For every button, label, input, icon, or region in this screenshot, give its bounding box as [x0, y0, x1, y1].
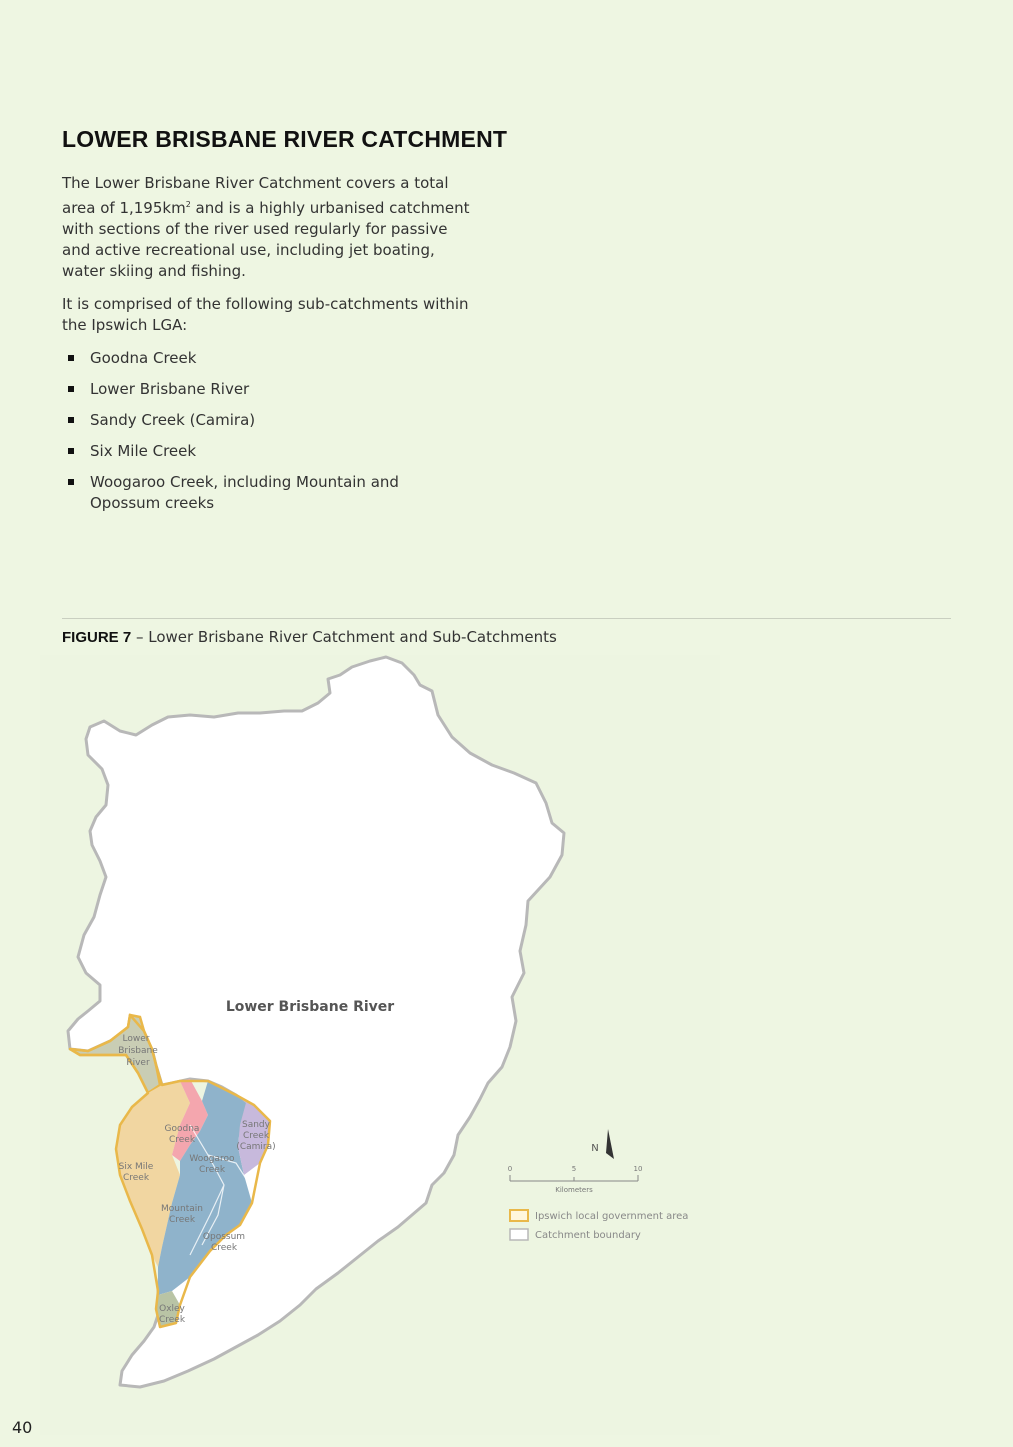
label-sandy: Sandy — [242, 1120, 270, 1130]
label-sixmile: Six Mile — [118, 1162, 154, 1172]
map-legend — [510, 1210, 688, 1241]
list-item: Woogaroo Creek, including Mountain and Opossum creeks — [62, 472, 472, 514]
label-oxley: Creek — [158, 1315, 186, 1325]
map-svg — [40, 655, 720, 1435]
map-main-label: Lower Brisbane River — [225, 999, 395, 1015]
subcatchment-list — [62, 348, 472, 514]
label-sixmile: Creek — [122, 1173, 150, 1183]
figure-caption — [62, 628, 557, 646]
figure-label: FIGURE 7 — [62, 629, 132, 646]
label-sandy: (Camira) — [236, 1142, 276, 1152]
label-goodna: Creek — [168, 1135, 196, 1145]
svg-text:10: 10 — [633, 1165, 643, 1173]
label-lower-brisbane: River — [126, 1058, 150, 1068]
label-lower-brisbane: Lower — [122, 1034, 150, 1044]
label-woogaroo: Creek — [198, 1165, 226, 1175]
label-opossum: Creek — [210, 1243, 238, 1253]
label-goodna: Goodna — [164, 1124, 200, 1134]
svg-text:N: N — [591, 1143, 599, 1154]
intro-paragraph-1: The Lower Brisbane River Catchment covers a total area of $1,195km^2$ and is a highly urbanised catchment with sections of the river used regularly for passive and active recreational use, including jet boating, water skiing and fishing. — [62, 174, 470, 280]
label-opossum: Opossum — [202, 1232, 246, 1242]
legend-label-ipswich: Ipswich local government area — [535, 1211, 689, 1222]
legend-label-catchment: Catchment boundary — [535, 1230, 641, 1241]
label-mountain: Creek — [168, 1215, 196, 1225]
catchment-map — [40, 655, 720, 1435]
svg-text:Kilometers: Kilometers — [555, 1186, 593, 1194]
list-item: Goodna Creek — [62, 348, 472, 369]
north-arrow-icon — [591, 1129, 614, 1159]
label-oxley: Oxley — [159, 1304, 185, 1314]
list-item: Sandy Creek (Camira) — [62, 410, 472, 431]
intro-paragraph-2: It is comprised of the following sub-catchments within the Ipswich LGA: — [62, 295, 469, 334]
figure-caption-text: – Lower Brisbane River Catchment and Sub-Catchments — [131, 628, 557, 646]
legend-swatch-ipswich — [510, 1210, 528, 1221]
list-item: Lower Brisbane River — [62, 379, 472, 400]
label-lower-brisbane: Brisbane — [118, 1046, 158, 1056]
list-item: Six Mile Creek — [62, 441, 472, 462]
page-number: 40 — [12, 1418, 33, 1437]
label-woogaroo: Woogaroo — [189, 1154, 235, 1164]
label-mountain: Mountain — [161, 1204, 203, 1214]
svg-text:5: 5 — [571, 1165, 577, 1173]
section-divider — [62, 618, 951, 619]
intro-text — [62, 173, 472, 524]
legend-swatch-catchment — [510, 1229, 528, 1240]
scale-bar — [508, 1165, 643, 1194]
svg-text:0: 0 — [507, 1165, 513, 1173]
label-sandy: Creek — [242, 1131, 270, 1141]
page-title: LOWER BRISBANE RIVER CATCHMENT — [62, 126, 508, 152]
